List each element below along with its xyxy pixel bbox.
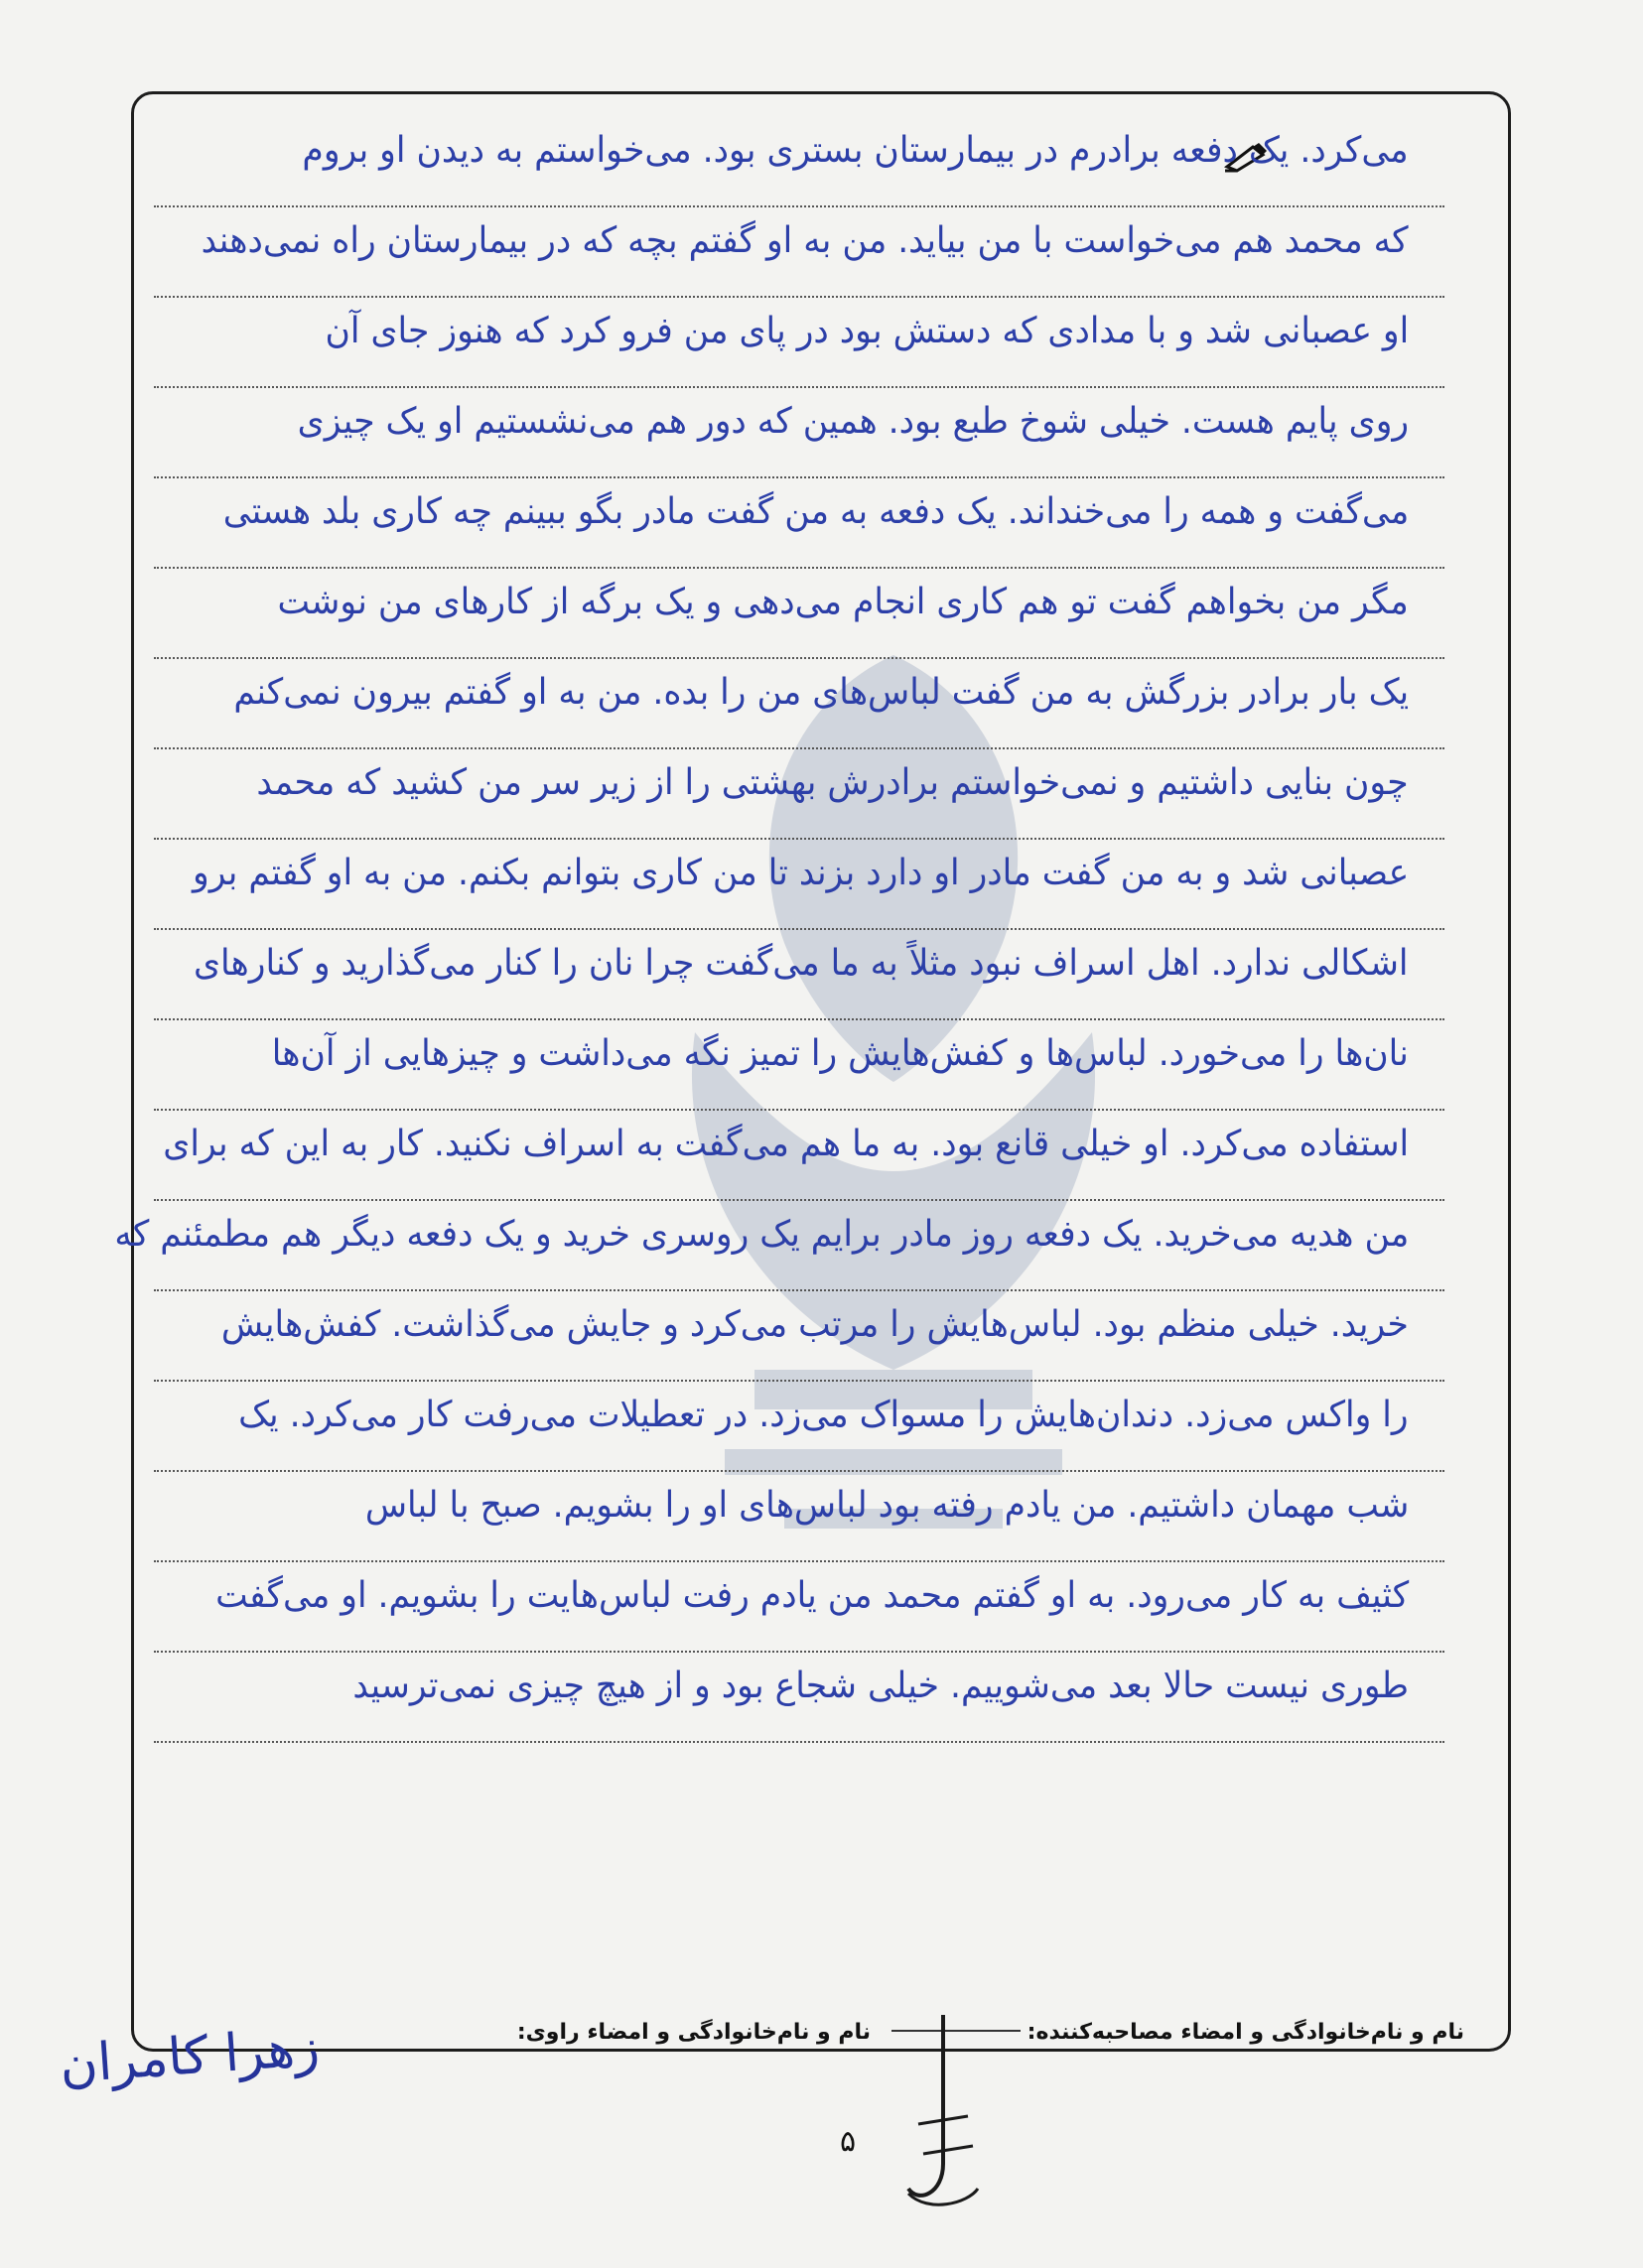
text-line: که محمد هم می‌خواست با من بیاید. من به او گفتم بچه که در بیمارستان راه نمی‌دهند <box>154 207 1444 298</box>
text-line: طوری نیست حالا بعد می‌شوییم. خیلی شجاع بود و از هیچ چیزی نمی‌ترسید <box>154 1653 1444 1743</box>
narrator-signature: زهرا کامران <box>58 2017 322 2096</box>
handwritten-text-block <box>114 117 1444 1743</box>
text-line: او عصبانی شد و با مدادی که دستش بود در پای من فرو کرد که هنوز جای آن <box>154 298 1444 388</box>
text-line: اشکالی ندارد. اهل اسراف نبود مثلاً به ما می‌گفت چرا نان را کنار می‌گذارید و کنار‌های <box>154 930 1444 1020</box>
text-line: من هدیه می‌خرید. یک دفعه روز مادر برایم یک روسری خرید و یک دفعه دیگر هم مطمئنم که <box>154 1201 1444 1291</box>
text-line: عصبانی شد و به من گفت مادر او دارد بزند تا من کاری بتوانم بکنم. من به او گفتم برو <box>154 840 1444 930</box>
interviewer-signature <box>889 2005 998 2223</box>
text-line: کثیف به کار می‌رود. به او گفتم محمد من یادم رفت لباس‌هایت را بشویم. او می‌گفت <box>154 1562 1444 1653</box>
text-line: را واکس می‌زد. دندان‌هایش را مسواک می‌زد. در تعطیلات می‌رفت کار می‌کرد. یک <box>154 1382 1444 1472</box>
text-line: نان‌ها را می‌خورد. لباس‌ها و کفش‌هایش را تمیز نگه می‌داشت و چیزهایی از آن‌ها <box>154 1020 1444 1111</box>
text-line: خرید. خیلی منظم بود. لباس‌هایش را مرتب می‌کرد و جایش می‌گذاشت. کفش‌هایش <box>154 1291 1444 1382</box>
text-line: شب مهمان داشتیم. من یادم رفته بود لباس‌های او را بشویم. صبح با لباس <box>154 1472 1444 1562</box>
text-line: چون بنایی داشتیم و نمی‌خواستم برادرش بهشتی را از زیر سر من کشید که محمد <box>154 749 1444 840</box>
text-line: استفاده می‌کرد. او خیلی قانع بود. به ما هم می‌گفت به اسراف نکنید. کار به این که برای <box>154 1111 1444 1201</box>
narrator-label: نام و نام‌خانوادگی و امضاء راوی: <box>516 2020 871 2045</box>
interviewer-label: نام و نام‌خانوادگی و امضاء مصاحبه‌کننده: <box>1027 2020 1464 2045</box>
text-line: روی پایم هست. خیلی شوخ طبع بود. همین که دور هم می‌نشستیم او یک چیزی <box>154 388 1444 478</box>
text-line: می‌کرد. یک دفعه برادرم در بیمارستان بستری بود. می‌خواستم به دیدن او بروم <box>154 117 1444 207</box>
text-line: مگر من بخواهم گفت تو هم کاری انجام می‌دهی و یک برگه از کارهای من نوشت <box>154 569 1444 659</box>
text-line: یک بار برادر بزرگش به من گفت لباس‌های من را بده. من به او گفتم بیرون نمی‌کنم <box>154 659 1444 749</box>
page-number: ۵ <box>840 2124 857 2159</box>
text-line: می‌گفت و همه را می‌خنداند. یک دفعه به من گفت مادر بگو ببینم چه کاری بلد هستی <box>154 478 1444 569</box>
